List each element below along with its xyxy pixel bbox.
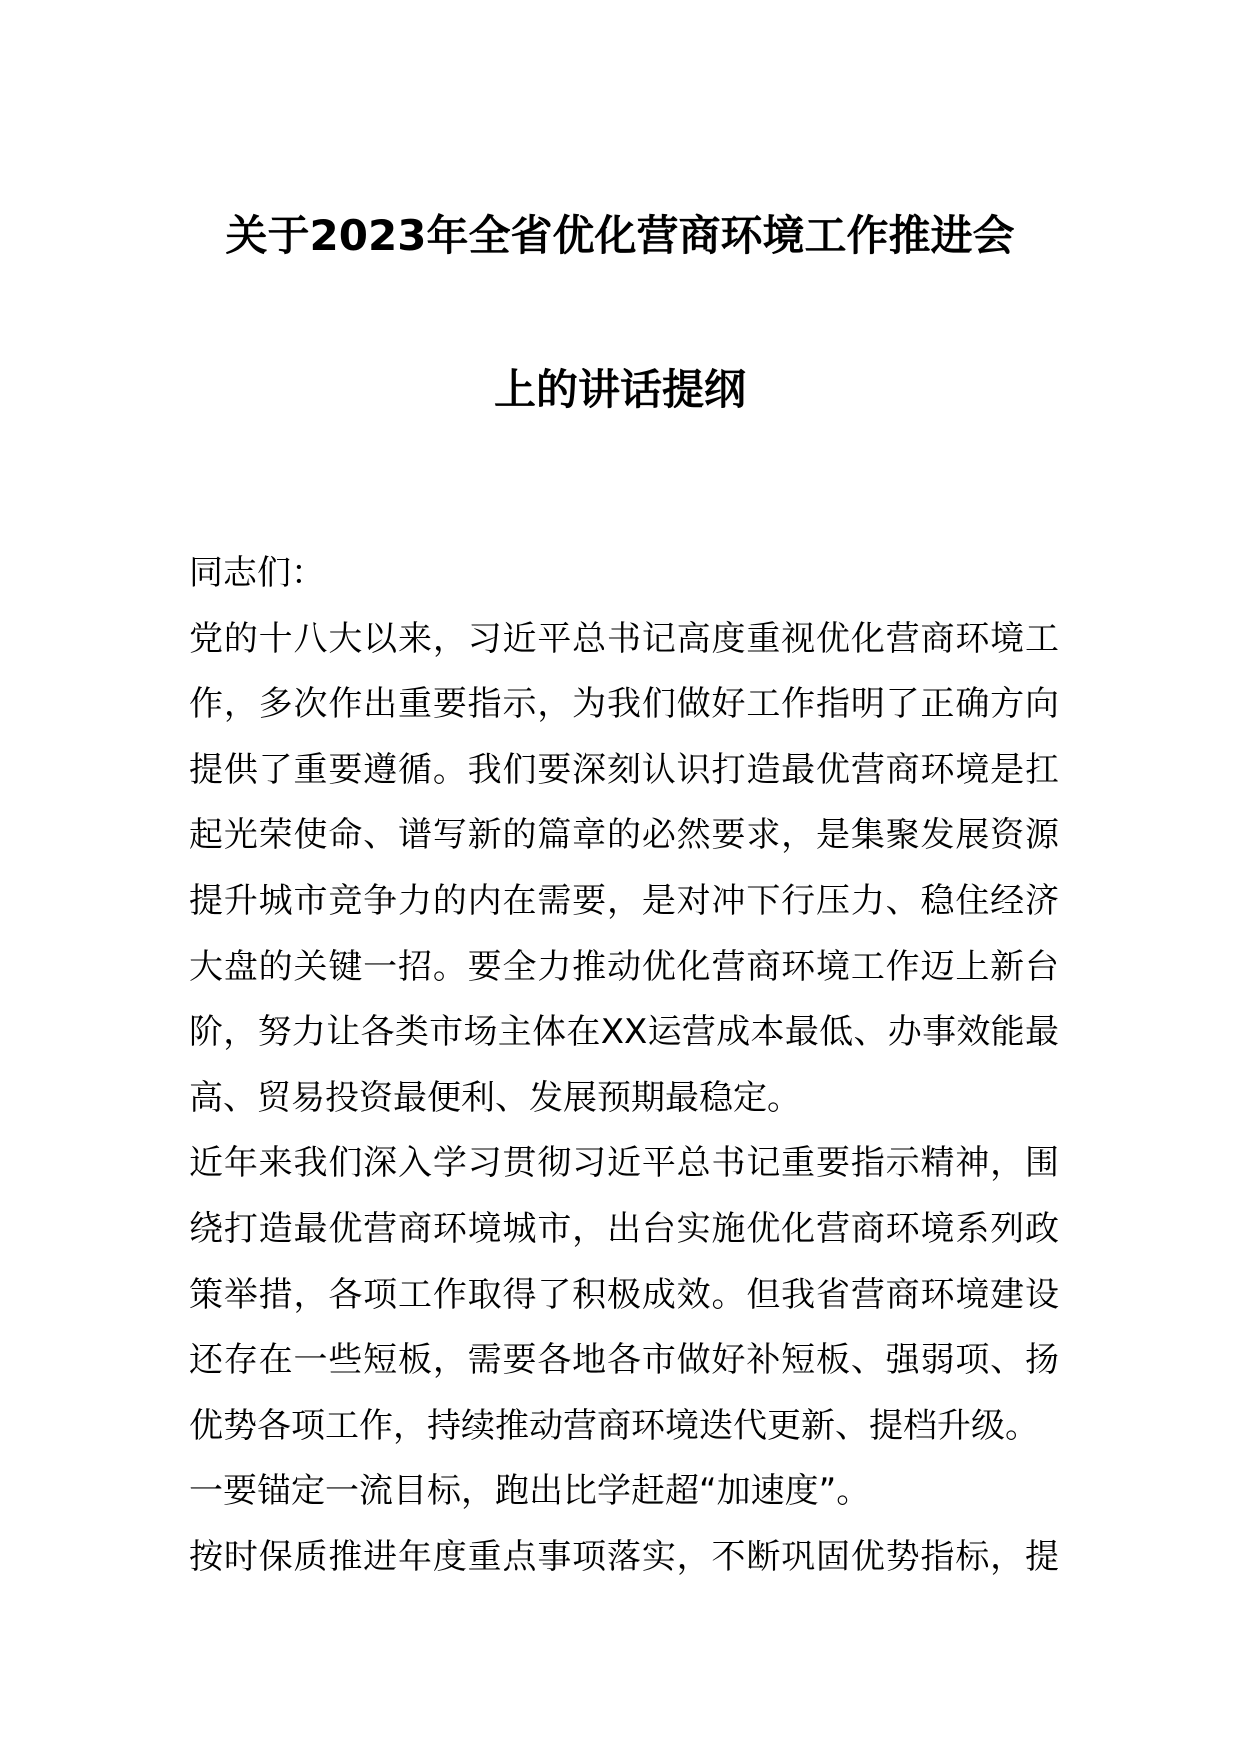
body-line: 还存在一些短板，需要各地各市做好补短板、强弱项、扬 xyxy=(189,1340,1059,1381)
document-body xyxy=(189,549,1059,1599)
body-line: 绕打造最优营商环境城市，出台实施优化营商环境系列政 xyxy=(189,1208,1059,1249)
body-line: 策举措，各项工作取得了积极成效。但我省营商环境建设 xyxy=(189,1274,1059,1315)
body-line: 近年来我们深入学习贯彻习近平总书记重要指示精神，围 xyxy=(189,1143,1059,1184)
body-line: 按时保质推进年度重点事项落实，不断巩固优势指标，提 xyxy=(189,1536,1059,1577)
body-line: 阶，努力让各类市场主体在XX运营成本最低、办事效能最 xyxy=(189,1012,1059,1053)
body-line: 高、贸易投资最便利、发展预期最稳定。 xyxy=(189,1077,801,1118)
body-line: 作，多次作出重要指示，为我们做好工作指明了正确方向 xyxy=(189,684,1059,725)
body-line: 大盘的关键一招。要全力推动优化营商环境工作迈上新台 xyxy=(189,946,1059,987)
body-line: 提供了重要遵循。我们要深刻认识打造最优营商环境是扛 xyxy=(189,749,1059,790)
section-heading: 一要锚定一流目标，跑出比学赶超“加速度”。 xyxy=(189,1471,871,1512)
body-line: 提升城市竞争力的内在需要，是对冲下行压力、稳住经济 xyxy=(189,880,1059,921)
body-line: 起光荣使命、谱写新的篇章的必然要求，是集聚发展资源 xyxy=(189,815,1059,856)
document-title-line-2: 上的讲话提纲 xyxy=(493,365,746,414)
body-line: 优势各项工作，持续推动营商环境迭代更新、提档升级。 xyxy=(189,1405,1039,1446)
body-line: 党的十八大以来，习近平总书记高度重视优化营商环境工 xyxy=(189,618,1059,659)
salutation: 同志们： xyxy=(189,553,325,593)
document-title-line-1: 关于2023年全省优化营商环境工作推进会 xyxy=(225,211,1015,260)
